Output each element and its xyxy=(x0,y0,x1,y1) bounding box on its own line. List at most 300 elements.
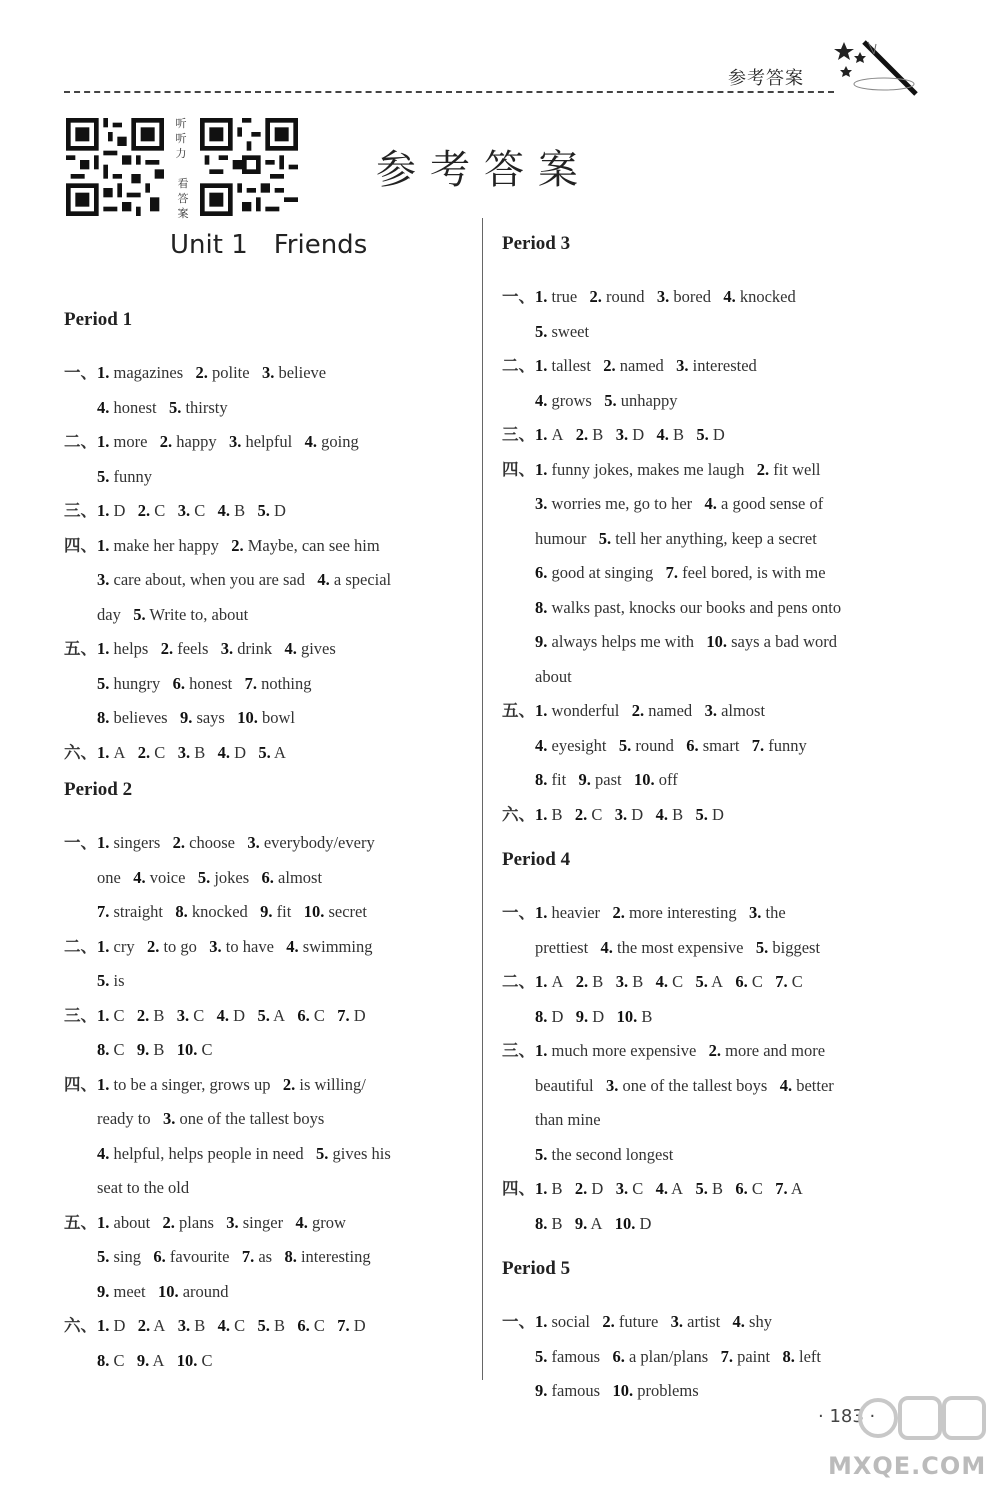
question-number: 4. xyxy=(295,1212,308,1232)
section-number: 三、 xyxy=(502,1041,535,1060)
unit-title xyxy=(170,230,393,260)
question-number: 1. xyxy=(97,1074,110,1094)
answer-text: a special xyxy=(333,570,392,589)
answer-line xyxy=(502,931,902,966)
answer-text: a good sense of xyxy=(721,494,824,513)
left-column xyxy=(64,300,464,1378)
question-number: 3. xyxy=(209,936,222,956)
question-number: 10. xyxy=(176,1350,198,1370)
answer-text: the second longest xyxy=(551,1144,674,1164)
question-number: 9. xyxy=(136,1350,150,1370)
question-number: 10. xyxy=(614,1213,636,1233)
answer-line xyxy=(502,896,902,931)
section-number: 四、 xyxy=(502,459,535,479)
question-number: 1. xyxy=(97,639,110,658)
answer-line xyxy=(502,1138,902,1173)
answer-line xyxy=(64,1206,464,1241)
question-number: 4. xyxy=(304,432,317,451)
question-number: 5. xyxy=(755,937,769,957)
answer-text: A xyxy=(152,1350,165,1370)
answer-line xyxy=(64,1068,464,1103)
answer-text: D xyxy=(592,1006,605,1026)
question-number: 2. xyxy=(231,535,244,555)
answer-text: walks past, knocks our books and pens onto xyxy=(551,597,842,617)
question-number: 9. xyxy=(578,770,591,789)
question-number: 2. xyxy=(575,425,589,444)
answer-text: plans xyxy=(179,1212,214,1232)
question-number: 1. xyxy=(97,535,110,555)
answer-text: tallest xyxy=(551,356,591,375)
answer-text: D xyxy=(113,501,126,520)
answer-line xyxy=(64,1137,464,1172)
answer-text: one xyxy=(97,867,121,887)
question-number: 4. xyxy=(656,425,669,444)
question-number: 1. xyxy=(535,287,548,306)
answer-text: off xyxy=(658,770,678,789)
question-number: 2. xyxy=(575,972,589,991)
answer-text: interesting xyxy=(300,1247,371,1266)
question-number: 2. xyxy=(602,1312,615,1331)
question-number: 8. xyxy=(535,1006,548,1026)
question-number: 9. xyxy=(97,1281,110,1301)
answer-text: than mine xyxy=(535,1110,601,1129)
question-number: 9. xyxy=(260,902,273,921)
answer-text: heavier xyxy=(551,903,601,922)
answer-text: voice xyxy=(149,867,186,887)
question-number: 6. xyxy=(153,1247,166,1266)
answer-text: feel bored, is with me xyxy=(682,563,826,582)
question-number: 1. xyxy=(535,972,548,991)
answer-text: meet xyxy=(113,1281,146,1301)
answer-text: D xyxy=(712,425,725,444)
question-number: 3. xyxy=(177,1316,191,1335)
answer-line xyxy=(502,1340,902,1375)
question-number: 3. xyxy=(615,425,629,444)
answer-text: prettiest xyxy=(535,937,589,957)
answer-text: bowl xyxy=(261,708,295,727)
question-number: 5. xyxy=(257,501,270,520)
answer-text: D xyxy=(233,1005,246,1025)
question-number: 5. xyxy=(695,1179,708,1198)
answer-text: biggest xyxy=(772,937,821,957)
answer-text: about xyxy=(535,666,572,686)
qr-caption-listening: 听听力 xyxy=(175,117,187,160)
answer-text: one of the tallest boys xyxy=(622,1075,768,1095)
question-number: 5. xyxy=(258,742,271,762)
question-number: 10. xyxy=(616,1006,638,1026)
answer-text: secret xyxy=(328,902,367,921)
answer-line xyxy=(502,729,902,764)
answer-text: is willing/ xyxy=(299,1074,366,1094)
answer-text: A xyxy=(551,972,564,991)
question-number: 8. xyxy=(782,1346,795,1366)
question-number: 5. xyxy=(97,673,110,693)
answer-text: A xyxy=(113,742,126,762)
answer-text: round xyxy=(606,287,645,306)
question-number: 8. xyxy=(97,1350,110,1370)
question-number: 2. xyxy=(574,804,588,824)
answer-text: hungry xyxy=(113,673,161,693)
answer-text: B xyxy=(551,1179,563,1198)
question-number: 1. xyxy=(97,501,110,520)
answer-text: more interesting xyxy=(628,903,737,922)
answer-text: D xyxy=(353,1005,366,1025)
question-number: 7. xyxy=(665,563,678,582)
question-number: 2. xyxy=(282,1074,296,1094)
answer-text: B xyxy=(153,1005,165,1025)
answer-line xyxy=(64,667,464,702)
answer-line xyxy=(64,356,464,391)
period-heading: Period 3 xyxy=(502,233,571,254)
question-number: 2. xyxy=(631,701,645,720)
question-number: 1. xyxy=(535,1041,548,1060)
answer-text: D xyxy=(631,804,644,824)
answer-text: C xyxy=(201,1350,213,1370)
answer-line xyxy=(502,384,902,419)
answer-text: funny xyxy=(768,735,807,755)
answer-text: C xyxy=(591,804,603,824)
answer-text: B xyxy=(273,1316,285,1335)
question-number: 4. xyxy=(600,937,613,957)
question-number: 5. xyxy=(257,1005,270,1025)
answer-text: famous xyxy=(551,1381,601,1400)
answer-text: fit xyxy=(551,770,567,789)
question-number: 5. xyxy=(535,1346,548,1366)
section-number: 六、 xyxy=(502,804,535,824)
question-number: 4. xyxy=(216,1005,230,1025)
question-number: 2. xyxy=(159,432,173,451)
question-number: 1. xyxy=(535,1312,548,1331)
unit-label: Unit 1 xyxy=(170,230,248,260)
answer-text: more and more xyxy=(725,1041,826,1060)
answer-text: everybody/every xyxy=(263,833,375,852)
answer-text: knocked xyxy=(191,902,248,921)
question-number: 6. xyxy=(686,735,699,755)
question-number: 7. xyxy=(775,972,788,991)
question-number: 3. xyxy=(261,363,275,382)
answer-line xyxy=(502,625,902,660)
question-number: 3. xyxy=(670,1312,684,1331)
answer-line xyxy=(64,425,464,460)
question-number: 1. xyxy=(97,833,110,852)
answer-text: helpful, helps people in need xyxy=(113,1143,304,1163)
question-number: 3. xyxy=(749,903,762,922)
answer-text: one of the tallest boys xyxy=(179,1109,325,1128)
answer-line xyxy=(64,895,464,930)
page-header xyxy=(64,58,934,98)
answer-text: C xyxy=(234,1316,246,1335)
answer-text: honest xyxy=(189,673,233,693)
answer-text: grow xyxy=(311,1212,346,1232)
question-number: 5. xyxy=(257,1316,270,1335)
answer-text: swimming xyxy=(302,936,373,956)
question-number: 2. xyxy=(195,363,208,382)
question-number: 4. xyxy=(779,1075,793,1095)
question-number: 2. xyxy=(136,1005,150,1025)
answer-text: true xyxy=(551,287,578,306)
answer-text: almost xyxy=(278,867,323,887)
answer-text: happy xyxy=(176,432,217,451)
question-number: 8. xyxy=(97,1040,110,1059)
answer-text: D xyxy=(353,1316,366,1335)
unit-name: Friends xyxy=(273,230,368,260)
answer-line xyxy=(502,1034,902,1069)
question-number: 2. xyxy=(137,1316,151,1335)
question-number: 9. xyxy=(535,632,548,651)
answer-line xyxy=(64,391,464,426)
answer-line xyxy=(502,418,902,453)
question-number: 6. xyxy=(535,563,548,582)
answer-line xyxy=(502,1000,902,1035)
question-number: 1. xyxy=(535,425,548,444)
answer-text: B xyxy=(551,804,563,824)
question-number: 5. xyxy=(97,1247,110,1266)
question-number: 3. xyxy=(177,742,191,762)
answer-text: A xyxy=(790,1179,803,1198)
question-number: 1. xyxy=(97,936,110,956)
answer-line xyxy=(64,930,464,965)
question-number: 7. xyxy=(241,1247,255,1266)
answer-text: B xyxy=(632,972,644,991)
question-number: 3. xyxy=(162,1109,176,1128)
section-number: 三、 xyxy=(64,1005,97,1025)
question-number: 6. xyxy=(735,972,748,991)
answer-text: almost xyxy=(721,701,766,720)
answer-text: nothing xyxy=(261,673,312,693)
question-number: 3. xyxy=(614,804,628,824)
question-number: 2. xyxy=(162,1212,175,1232)
answer-line xyxy=(502,280,902,315)
answer-line xyxy=(64,826,464,861)
answer-text: worries me, go to her xyxy=(551,494,693,513)
answer-text: D xyxy=(591,1179,604,1198)
question-number: 2. xyxy=(137,742,151,762)
answer-text: magazines xyxy=(113,363,184,382)
question-number: 3. xyxy=(226,1212,239,1232)
answer-text: singers xyxy=(113,833,161,852)
answer-line xyxy=(64,1309,464,1344)
answer-text: make her happy xyxy=(113,535,219,555)
answer-text: the most expensive xyxy=(617,937,744,957)
answer-text: seat to the old xyxy=(97,1178,190,1197)
section-number: 六、 xyxy=(64,1316,97,1335)
header-title: 参考答案 xyxy=(728,68,804,89)
answer-text: C xyxy=(154,501,166,520)
question-number: 10. xyxy=(176,1040,198,1059)
answer-text: D xyxy=(234,742,246,762)
answer-line xyxy=(64,861,464,896)
answer-line xyxy=(502,522,902,557)
answer-line xyxy=(502,763,902,798)
answer-line xyxy=(64,736,464,771)
question-number: 7. xyxy=(97,902,110,921)
question-number: 8. xyxy=(284,1247,297,1266)
section-number: 五、 xyxy=(502,701,535,720)
answer-line xyxy=(502,798,902,833)
magic-wand-icon xyxy=(824,40,934,96)
answer-line xyxy=(64,1102,464,1137)
question-number: 4. xyxy=(732,1312,745,1331)
answer-text: A xyxy=(273,1005,285,1025)
answer-text: C xyxy=(194,501,206,520)
question-number: 9. xyxy=(575,1006,589,1026)
answer-text: humour xyxy=(535,528,587,548)
answer-text: helpful xyxy=(245,432,293,451)
question-number: 10. xyxy=(303,902,325,921)
answer-text: B xyxy=(234,501,246,520)
question-number: 5. xyxy=(316,1143,329,1163)
question-number: 3. xyxy=(704,701,717,720)
answer-text: B xyxy=(592,972,604,991)
question-number: 3. xyxy=(615,1179,629,1198)
answer-line xyxy=(502,556,902,591)
question-number: 10. xyxy=(706,632,728,651)
question-number: 1. xyxy=(535,356,548,375)
question-number: 6. xyxy=(261,867,274,887)
question-number: 4. xyxy=(97,1143,110,1163)
answer-text: sing xyxy=(113,1247,142,1266)
answer-line xyxy=(64,701,464,736)
answer-text: feels xyxy=(177,639,209,658)
page-title: 参考答案 xyxy=(376,147,592,193)
question-number: 9. xyxy=(535,1381,548,1400)
answer-text: problems xyxy=(637,1381,699,1400)
answer-text: B xyxy=(551,1213,563,1233)
question-number: 2. xyxy=(708,1041,722,1060)
answer-text: D xyxy=(711,804,724,824)
answer-text: gives his xyxy=(332,1143,391,1163)
answer-text: says a bad word xyxy=(731,632,837,651)
answer-text: to go xyxy=(163,936,197,956)
answer-text: B xyxy=(672,425,684,444)
question-number: 1. xyxy=(97,432,110,451)
question-number: 10. xyxy=(237,708,258,727)
question-number: 1. xyxy=(535,459,548,479)
answer-text: funny xyxy=(113,466,152,486)
question-number: 5. xyxy=(618,735,632,755)
answer-text: polite xyxy=(212,363,250,382)
answer-line xyxy=(64,1033,464,1068)
question-number: 7. xyxy=(775,1179,788,1198)
answer-text: paint xyxy=(737,1346,771,1366)
answer-text: beautiful xyxy=(535,1075,594,1095)
question-number: 4. xyxy=(286,936,299,956)
answer-line xyxy=(64,1171,464,1206)
question-number: 5. xyxy=(695,804,708,824)
answer-line xyxy=(64,1240,464,1275)
section-number: 一、 xyxy=(64,363,97,382)
question-number: 4. xyxy=(217,742,230,762)
answer-line xyxy=(502,965,902,1000)
question-number: 4. xyxy=(535,390,548,410)
question-number: 2. xyxy=(172,833,185,852)
answer-text: always helps me with xyxy=(551,632,695,651)
qr-code-answers xyxy=(200,118,298,216)
question-number: 8. xyxy=(535,597,548,617)
question-number: 9. xyxy=(574,1213,588,1233)
question-number: 1. xyxy=(97,1212,110,1232)
question-number: 5. xyxy=(535,1144,548,1164)
answer-text: B xyxy=(153,1040,165,1059)
question-number: 2. xyxy=(603,356,616,375)
answer-text: thirsty xyxy=(185,397,228,417)
right-column xyxy=(502,224,902,1409)
section-number: 一、 xyxy=(502,1312,535,1331)
period-heading: Period 4 xyxy=(502,849,571,870)
answer-text: D xyxy=(639,1213,652,1233)
column-divider xyxy=(482,218,483,1380)
answer-text: wonderful xyxy=(551,701,620,720)
answer-line xyxy=(502,349,902,384)
question-number: 10. xyxy=(634,770,655,789)
answer-text: B xyxy=(672,804,684,824)
answer-text: C xyxy=(632,1179,644,1198)
answer-line xyxy=(64,964,464,999)
answer-text: A xyxy=(671,1179,684,1198)
answer-text: jokes xyxy=(214,867,250,887)
answer-text: grows xyxy=(551,390,592,410)
section-number: 三、 xyxy=(64,501,97,520)
section-number: 一、 xyxy=(502,287,535,306)
answer-text: favourite xyxy=(169,1247,230,1266)
answer-text: B xyxy=(194,742,206,762)
question-number: 1. xyxy=(535,903,548,922)
answer-text: sweet xyxy=(551,321,590,341)
answer-text: honest xyxy=(113,397,157,417)
answer-text: D xyxy=(273,501,286,520)
answer-text: to be a singer, grows up xyxy=(113,1074,271,1094)
answer-text: A xyxy=(273,742,286,762)
section-number: 一、 xyxy=(64,833,97,852)
answer-text: C xyxy=(113,1005,125,1025)
question-number: 5. xyxy=(598,528,612,548)
answer-text: funny jokes, makes me laugh xyxy=(551,459,745,479)
period-heading: Period 1 xyxy=(64,309,133,330)
question-number: 3. xyxy=(247,833,260,852)
question-number: 1. xyxy=(535,804,548,824)
question-number: 4. xyxy=(217,501,230,520)
answer-line xyxy=(502,694,902,729)
answer-text: knocked xyxy=(739,287,796,306)
answer-text: good at singing xyxy=(551,563,654,582)
question-number: 8. xyxy=(97,708,110,727)
answer-text: smart xyxy=(702,735,740,755)
question-number: 7. xyxy=(720,1346,733,1366)
question-number: 3. xyxy=(615,972,629,991)
question-number: 8. xyxy=(535,770,548,789)
answer-text: C xyxy=(313,1316,325,1335)
answer-text: A xyxy=(153,1316,166,1335)
question-number: 3. xyxy=(535,494,548,513)
answer-line xyxy=(502,1103,902,1138)
question-number: 5. xyxy=(133,604,146,624)
answer-text: C xyxy=(193,1005,205,1025)
answer-text: C xyxy=(751,972,763,991)
section-number: 五、 xyxy=(64,1212,97,1232)
answer-line xyxy=(64,563,464,598)
answer-text: around xyxy=(182,1281,229,1301)
answer-text: better xyxy=(796,1075,834,1095)
section-number: 二、 xyxy=(502,972,535,991)
answer-text: social xyxy=(551,1312,590,1331)
question-number: 9. xyxy=(136,1040,150,1059)
answer-text: more xyxy=(113,432,148,451)
answer-line xyxy=(502,1069,902,1104)
answer-text: is xyxy=(113,971,125,990)
answer-text: B xyxy=(592,425,604,444)
question-number: 4. xyxy=(317,570,330,589)
question-number: 6. xyxy=(735,1179,748,1198)
